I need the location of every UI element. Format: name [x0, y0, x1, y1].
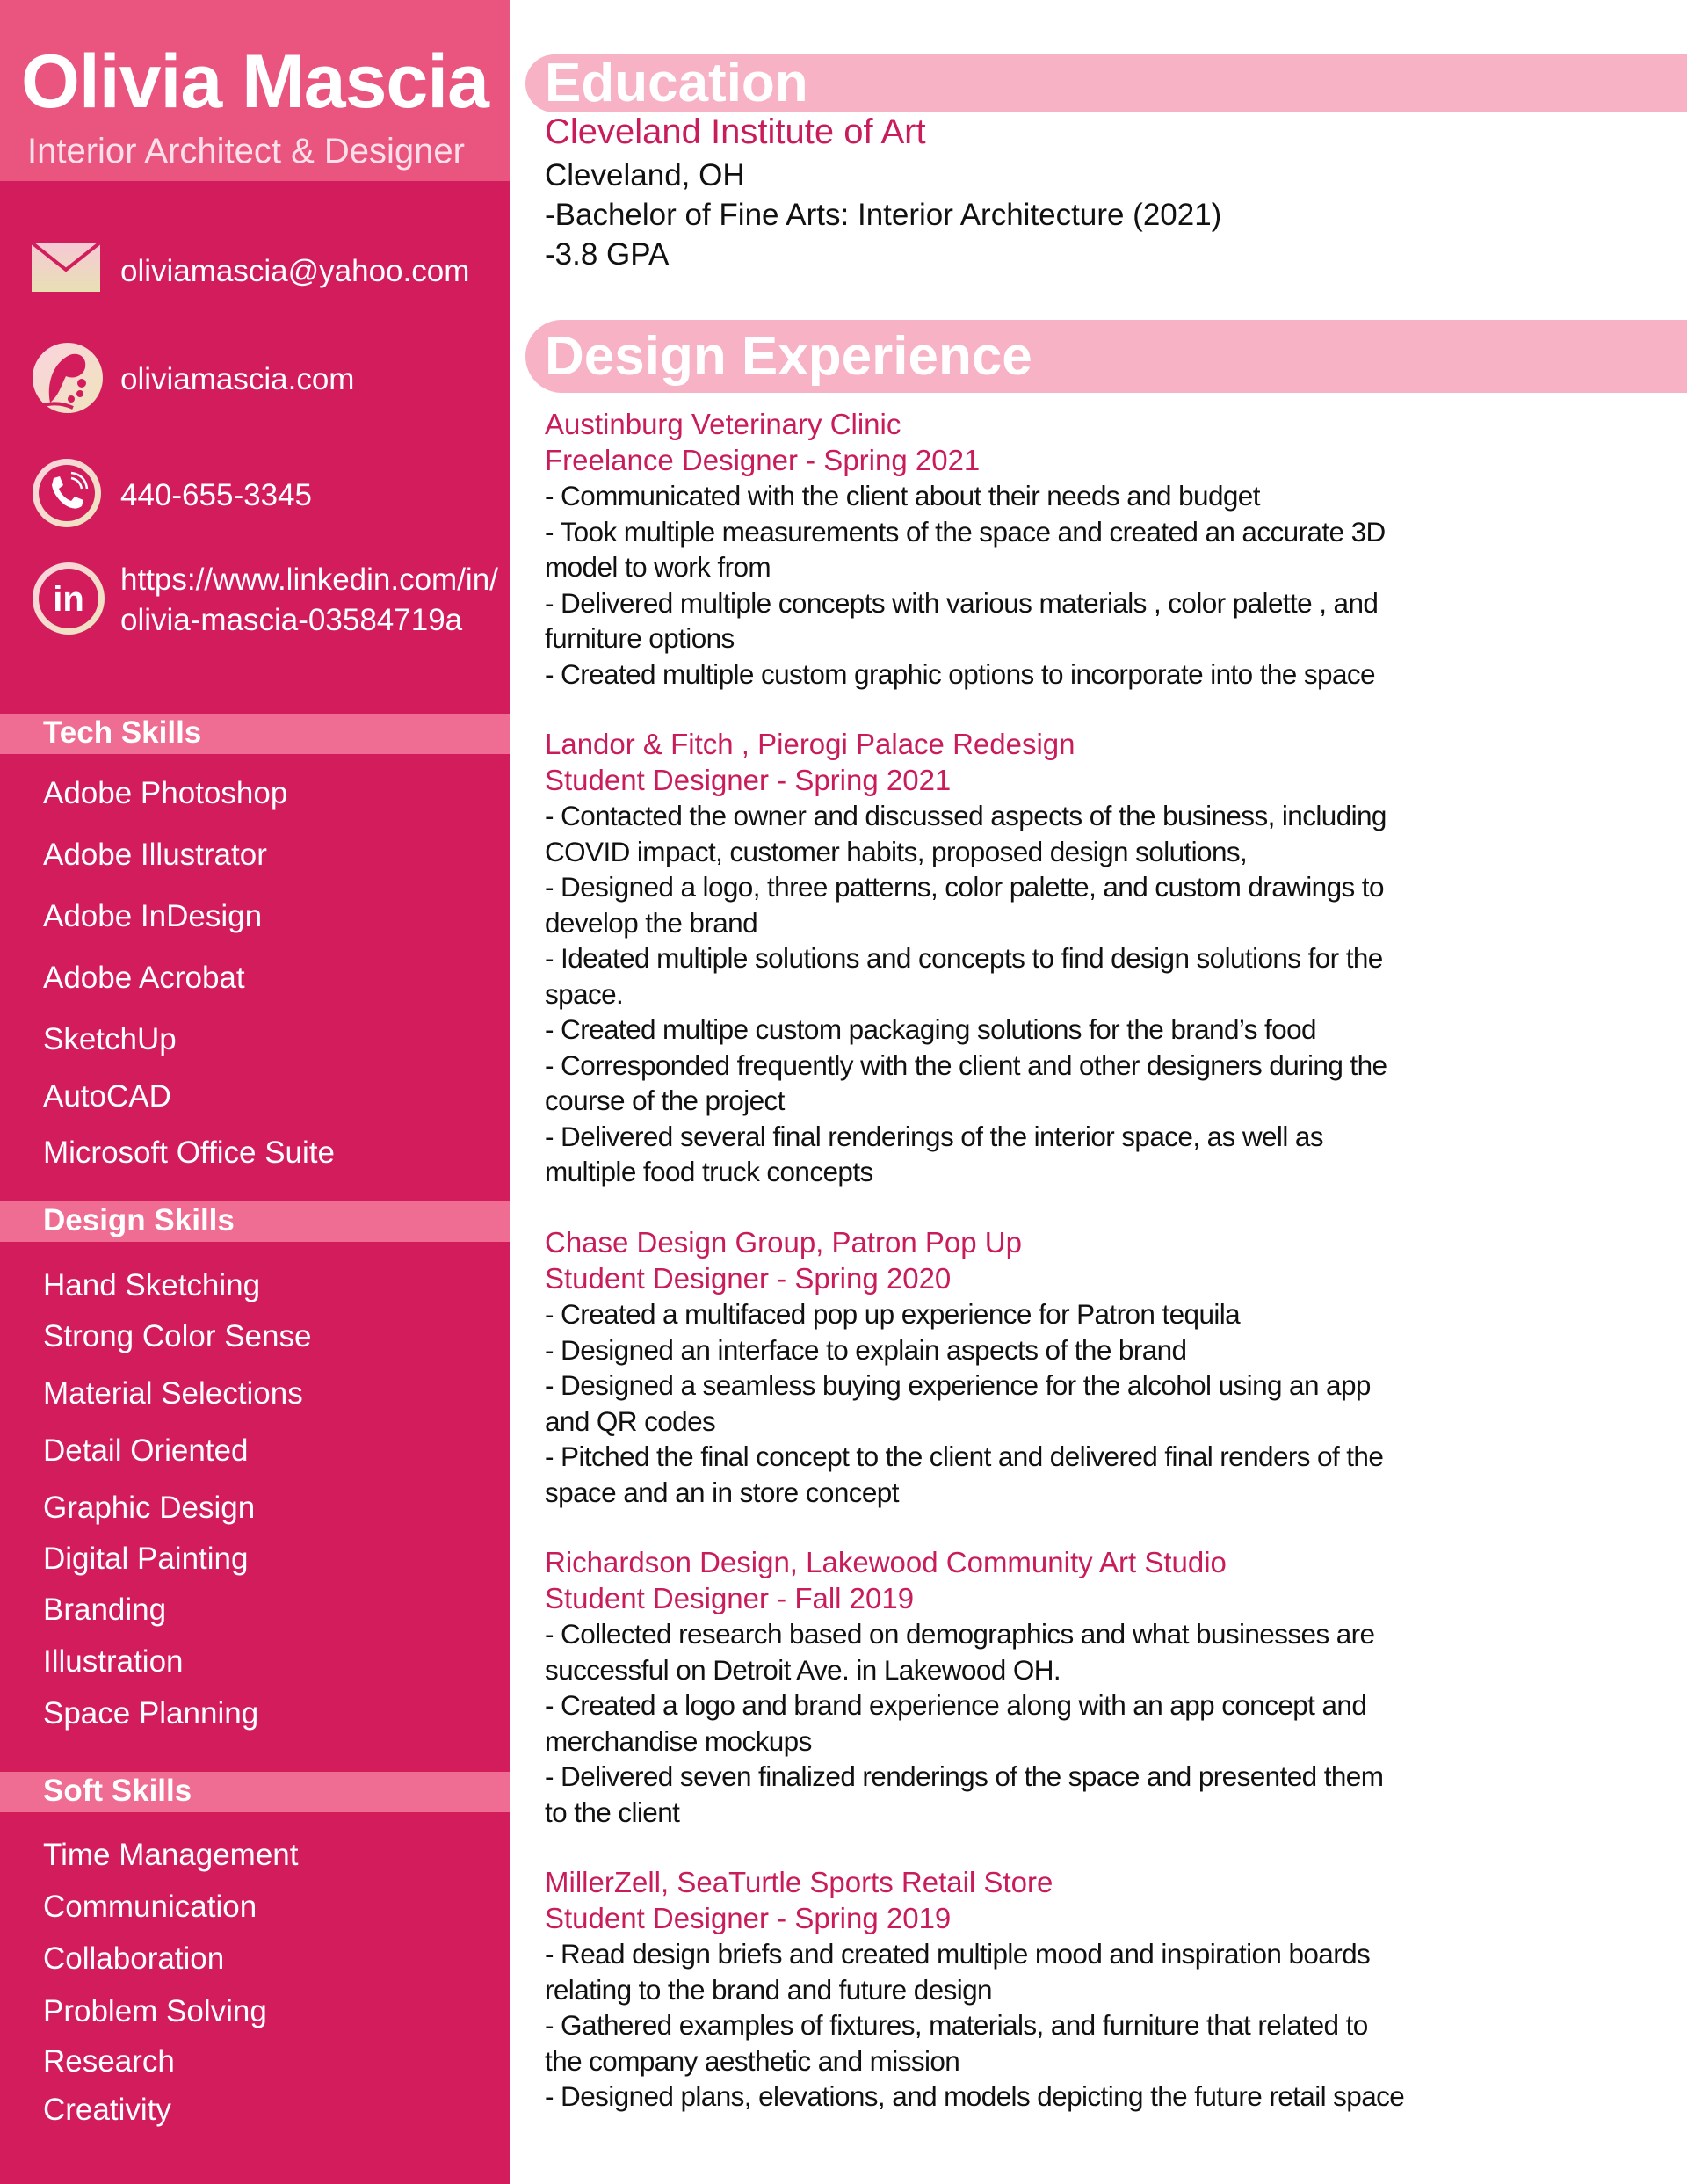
job-detail: multiple food truck concepts: [545, 1156, 873, 1187]
education-header: [525, 54, 1687, 112]
job-detail: - Designed an interface to explain aspects of the brand: [545, 1333, 1187, 1366]
job-entry: [545, 407, 1423, 692]
phone-icon: [31, 457, 103, 529]
skill-item: SketchUp: [43, 1022, 177, 1056]
job-detail: - Designed a seamless buying experience for the alcohol using an app: [545, 1369, 1371, 1401]
job-detail: and QR codes: [545, 1404, 716, 1437]
design-skills-header: [0, 1201, 510, 1242]
sidebar: [0, 0, 510, 2184]
job-company: Richardson Design, Lakewood Community Art Studio: [545, 1546, 1227, 1578]
job-detail: - Pitched the final concept to the client and delivered final renders of the: [545, 1440, 1384, 1472]
education-school: Cleveland Institute of Art: [545, 112, 926, 151]
website-text[interactable]: oliviamascia.com: [120, 362, 355, 396]
education-gpa: -3.8 GPA: [545, 237, 670, 272]
skill-item: Adobe Photoshop: [43, 776, 288, 810]
job-detail: merchandise mockups: [545, 1724, 812, 1757]
job-role: Student Designer - Spring 2019: [545, 1901, 952, 1934]
experience-header: [525, 320, 1687, 393]
skill-item: Research: [43, 2044, 175, 2079]
job-role: Student Designer - Spring 2020: [545, 1261, 952, 1295]
job-detail: the company aesthetic and mission: [545, 2044, 960, 2077]
job-detail: - Created multipe custom packaging solutions for the brand’s food: [545, 1013, 1316, 1045]
profile-title: Interior Architect & Designer: [27, 132, 465, 171]
job-detail: - Read design briefs and created multiple mood and inspiration boards: [545, 1938, 1371, 1970]
skill-item: Detail Oriented: [43, 1433, 249, 1468]
education-degree: -Bachelor of Fine Arts: Interior Architecture (2021): [545, 198, 1222, 232]
contact-email[interactable]: [0, 236, 510, 315]
skill-item: Branding: [43, 1593, 167, 1627]
linkedin-text-line1[interactable]: https://www.linkedin.com/in/: [120, 562, 498, 597]
job-detail: - Ideated multiple solutions and concepts to find design solutions for the: [545, 942, 1383, 974]
profile-name: Olivia Mascia: [21, 40, 489, 124]
job-detail: - Collected research based on demographics and what businesses are: [545, 1618, 1375, 1650]
job-detail: develop the brand: [545, 906, 758, 939]
contact-website[interactable]: [0, 341, 510, 420]
design-skills-title: Design Skills: [43, 1203, 235, 1237]
skill-item: Strong Color Sense: [43, 1319, 312, 1353]
skill-item: Material Selections: [43, 1376, 303, 1411]
job-company: MillerZell, SeaTurtle Sports Retail Store: [545, 1866, 1053, 1898]
job-company: Chase Design Group, Patron Pop Up: [545, 1226, 1022, 1259]
job-detail: - Delivered multiple concepts with various materials , color palette , and: [545, 586, 1379, 619]
portfolio-logo-icon: [31, 341, 105, 415]
mail-icon: [31, 242, 101, 293]
skill-item: AutoCAD: [43, 1079, 171, 1114]
job-detail: - Created multiple custom graphic options to incorporate into the space: [545, 657, 1375, 690]
job-role: Student Designer - Spring 2021: [545, 763, 952, 796]
skill-item: Space Planning: [43, 1696, 259, 1731]
job-entry: [545, 1225, 1423, 1510]
skill-item: Adobe InDesign: [43, 899, 263, 933]
tech-skills-header: [0, 714, 510, 754]
job-detail: - Communicated with the client about their needs and budget: [545, 480, 1260, 512]
job-detail: - Created a multifaced pop up experience for Patron tequila: [545, 1298, 1241, 1330]
skill-item: Adobe Acrobat: [43, 961, 245, 995]
job-detail: - Took multiple measurements of the space and created an accurate 3D: [545, 515, 1386, 548]
job-entry: [545, 727, 1423, 1190]
skill-item: Adobe Illustrator: [43, 838, 267, 872]
soft-skills-header: [0, 1772, 510, 1812]
job-detail: space and an in store concept: [545, 1476, 899, 1508]
job-detail: - Designed a logo, three patterns, color palette, and custom drawings to: [545, 871, 1384, 903]
skill-item: Illustration: [43, 1644, 184, 1679]
job-detail: - Contacted the owner and discussed aspects of the business, including: [545, 800, 1387, 831]
tech-skills-title: Tech Skills: [43, 715, 202, 750]
job-detail: furniture options: [545, 622, 735, 654]
contact-linkedin[interactable]: [0, 559, 510, 647]
skill-item: Communication: [43, 1890, 257, 1924]
job-role: Freelance Designer - Spring 2021: [545, 443, 981, 476]
experience-title: Design Experience: [545, 326, 1032, 387]
contact-phone[interactable]: [0, 457, 510, 536]
job-detail: model to work from: [545, 551, 771, 583]
soft-skills-title: Soft Skills: [43, 1774, 192, 1808]
job-detail: successful on Detroit Ave. in Lakewood OH.: [545, 1653, 1061, 1686]
education-title: Education: [545, 53, 808, 113]
linkedin-icon: [31, 561, 106, 636]
job-role: Student Designer - Fall 2019: [545, 1581, 915, 1614]
svg-text:in: in: [53, 580, 84, 619]
skill-item: Digital Painting: [43, 1542, 249, 1576]
education-location: Cleveland, OH: [545, 158, 745, 192]
job-company: Austinburg Veterinary Clinic: [545, 408, 901, 440]
job-detail: - Designed plans, elevations, and models depicting the future retail space: [545, 2080, 1405, 2112]
job-entry: [545, 1545, 1423, 1830]
job-detail: - Delivered seven finalized renderings of the space and presented them: [545, 1760, 1384, 1792]
job-company: Landor & Fitch , Pierogi Palace Redesign: [545, 728, 1075, 760]
skill-item: Collaboration: [43, 1941, 225, 1976]
job-detail: to the client: [545, 1796, 680, 1828]
job-detail: - Corresponded frequently with the client and other designers during the: [545, 1048, 1387, 1081]
job-detail: space.: [545, 977, 624, 1010]
email-text[interactable]: oliviamascia@yahoo.com: [120, 254, 470, 288]
job-entry: [545, 1865, 1423, 2115]
job-detail: - Gathered examples of fixtures, materials, and furniture that related to: [545, 2009, 1368, 2041]
job-detail: - Delivered several final renderings of the interior space, as well as: [545, 1120, 1323, 1152]
phone-text[interactable]: 440-655-3345: [120, 478, 312, 512]
job-detail: - Created a logo and brand experience along with an app concept and: [545, 1689, 1367, 1721]
job-detail: course of the project: [545, 1085, 785, 1116]
skill-item: Hand Sketching: [43, 1268, 261, 1302]
skill-item: Microsoft Office Suite: [43, 1136, 335, 1170]
skill-item: Graphic Design: [43, 1491, 256, 1525]
skill-item: Time Management: [43, 1838, 299, 1872]
job-detail: COVID impact, customer habits, proposed design solutions,: [545, 835, 1248, 867]
skill-item: Creativity: [43, 2093, 171, 2127]
linkedin-text-line2[interactable]: olivia-mascia-03584719a: [120, 603, 463, 637]
job-detail: relating to the brand and future design: [545, 1973, 992, 2006]
name-block: [0, 0, 510, 181]
skill-item: Problem Solving: [43, 1994, 267, 2028]
